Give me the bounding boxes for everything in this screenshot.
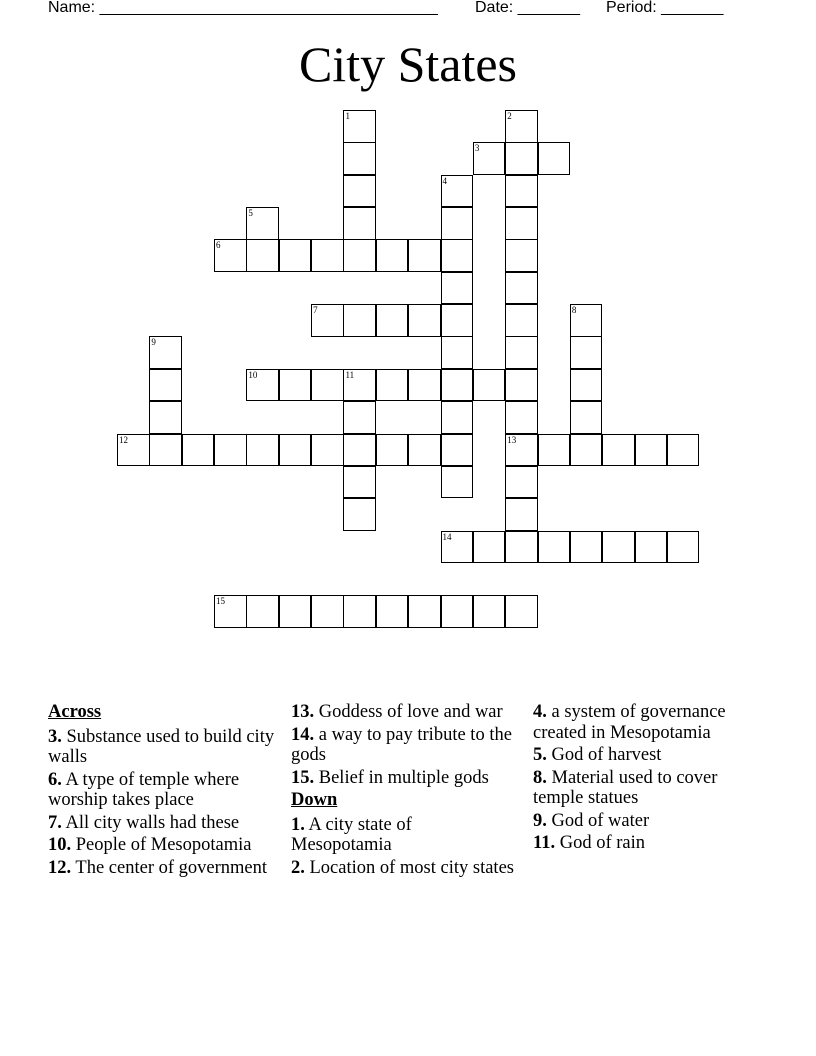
crossword-cell[interactable] xyxy=(149,369,182,402)
clue-number: 4 xyxy=(442,175,447,186)
clue-item-text: Material used to cover temple statues xyxy=(533,767,718,808)
clue-item xyxy=(533,811,763,832)
crossword-cell[interactable] xyxy=(505,110,538,143)
crossword-cell[interactable] xyxy=(408,434,441,467)
crossword-cell[interactable] xyxy=(441,466,474,499)
crossword-cell[interactable] xyxy=(441,595,474,628)
crossword-cell[interactable] xyxy=(635,531,668,564)
crossword-cell[interactable] xyxy=(538,531,571,564)
crossword-cell[interactable] xyxy=(570,434,603,467)
clue-item xyxy=(291,815,516,856)
crossword-cell[interactable] xyxy=(441,175,474,208)
crossword-cell[interactable] xyxy=(441,401,474,434)
across-clue-list-continued xyxy=(291,702,516,788)
clue-item-text: God of harvest xyxy=(551,745,662,765)
crossword-cell[interactable] xyxy=(505,498,538,531)
crossword-cell[interactable] xyxy=(570,336,603,369)
crossword-cell[interactable] xyxy=(246,239,279,272)
crossword-cell[interactable] xyxy=(343,595,376,628)
crossword-cell[interactable] xyxy=(441,272,474,305)
clue-item xyxy=(533,745,763,766)
crossword-cell[interactable] xyxy=(505,175,538,208)
clue-item-text: a system of governance created in Mesopotamia xyxy=(533,702,726,743)
crossword-cell[interactable] xyxy=(214,595,247,628)
clue-item-text: God of water xyxy=(551,810,650,831)
clue-item-number: 6. xyxy=(48,769,62,790)
crossword-cell[interactable] xyxy=(311,239,344,272)
crossword-cell[interactable] xyxy=(505,272,538,305)
crossword-cell[interactable] xyxy=(473,595,506,628)
clue-number: 2 xyxy=(507,111,512,121)
crossword-cell[interactable] xyxy=(343,175,376,208)
clue-item xyxy=(48,835,278,856)
crossword-cell[interactable] xyxy=(311,369,344,402)
crossword-cell[interactable] xyxy=(473,142,506,175)
crossword-cell[interactable] xyxy=(279,239,312,272)
crossword-cell[interactable] xyxy=(505,369,538,402)
crossword-cell[interactable] xyxy=(343,110,376,143)
crossword-cell[interactable] xyxy=(505,304,538,337)
clue-item-number: 9. xyxy=(533,810,547,831)
crossword-cell[interactable] xyxy=(149,434,182,467)
clue-item xyxy=(291,725,516,766)
crossword-cell[interactable] xyxy=(343,466,376,499)
clue-number: 8 xyxy=(571,305,577,316)
clue-number: 1 xyxy=(345,111,350,121)
crossword-cell[interactable] xyxy=(505,142,538,175)
clue-item-text: a way to pay tribute to the gods xyxy=(291,724,512,765)
crossword-cell[interactable] xyxy=(473,531,506,564)
crossword-cell[interactable] xyxy=(343,142,376,175)
crossword-cell[interactable] xyxy=(246,595,279,628)
page-title: City States xyxy=(298,36,518,92)
crossword-cell[interactable] xyxy=(441,369,474,402)
clue-item-number: 2. xyxy=(291,857,305,878)
clues-column-2 xyxy=(291,702,516,880)
clue-number: 15 xyxy=(216,596,226,607)
crossword-cell[interactable] xyxy=(117,434,150,467)
clue-item xyxy=(291,702,516,723)
clue-number: 10 xyxy=(248,369,258,380)
down-clue-list xyxy=(291,815,516,879)
clue-item-text: A city state of Mesopotamia xyxy=(291,814,412,855)
clue-item-number: 15. xyxy=(291,767,315,788)
clue-item xyxy=(533,833,763,854)
crossword-cell[interactable] xyxy=(279,369,312,402)
crossword-cell[interactable] xyxy=(538,142,571,175)
crossword-cell[interactable] xyxy=(441,336,474,369)
across-heading: Across xyxy=(48,702,102,722)
crossword-cell[interactable] xyxy=(376,239,409,272)
crossword-cell[interactable] xyxy=(602,434,635,467)
clue-item-number: 14. xyxy=(291,724,315,745)
clues-column-3 xyxy=(533,702,763,856)
clue-item-number: 3. xyxy=(48,726,62,747)
clue-number: 9 xyxy=(151,337,156,348)
crossword-cell[interactable] xyxy=(667,434,700,467)
down-heading: Down xyxy=(291,790,338,810)
clue-item-text: The center of government xyxy=(75,857,268,878)
clue-item-text: People of Mesopotamia xyxy=(75,835,252,855)
crossword-cell[interactable] xyxy=(505,434,538,467)
down-clue-list-continued xyxy=(533,702,763,854)
crossword-cell[interactable] xyxy=(343,434,376,467)
clue-number: 12 xyxy=(119,434,128,445)
crossword-cell[interactable] xyxy=(246,369,279,402)
crossword-cell[interactable] xyxy=(635,434,668,467)
crossword-cell[interactable] xyxy=(505,207,538,240)
clue-item-number: 13. xyxy=(291,702,315,722)
clue-number: 7 xyxy=(313,305,318,316)
crossword-cell[interactable] xyxy=(149,401,182,434)
clue-item-number: 7. xyxy=(48,812,62,833)
crossword-cell[interactable] xyxy=(408,369,441,402)
crossword-cell[interactable] xyxy=(570,304,603,337)
clue-item-number: 10. xyxy=(48,835,72,855)
clue-item xyxy=(291,858,516,879)
crossword-cell[interactable] xyxy=(246,434,279,467)
clue-item-text: Belief in multiple gods xyxy=(318,767,489,788)
period-field[interactable]: Period: _______ xyxy=(606,0,724,16)
clue-item xyxy=(291,768,516,789)
clue-number: 5 xyxy=(248,208,253,219)
clue-item xyxy=(533,768,763,809)
clue-item-text: God of rain xyxy=(559,833,646,853)
crossword-cell[interactable] xyxy=(408,239,441,272)
crossword-cell[interactable] xyxy=(441,207,474,240)
clue-item xyxy=(533,702,763,743)
crossword-cell[interactable] xyxy=(343,304,376,337)
clue-item-text: All city walls had these xyxy=(65,812,240,833)
crossword-cell[interactable] xyxy=(505,336,538,369)
clue-item-number: 12. xyxy=(48,857,72,878)
crossword-cell[interactable] xyxy=(279,434,312,467)
crossword-cell[interactable] xyxy=(505,239,538,272)
crossword-cell[interactable] xyxy=(505,466,538,499)
clues-column-1 xyxy=(48,702,278,880)
crossword-cell[interactable] xyxy=(376,304,409,337)
crossword-cell[interactable] xyxy=(343,498,376,531)
crossword-cell[interactable] xyxy=(311,304,344,337)
clue-item-text: Goddess of love and war xyxy=(318,702,503,722)
crossword-cell[interactable] xyxy=(602,531,635,564)
crossword-cell[interactable] xyxy=(441,239,474,272)
crossword-cell[interactable] xyxy=(376,434,409,467)
clue-number: 14 xyxy=(442,531,452,542)
crossword-cell[interactable] xyxy=(441,434,474,467)
clue-item xyxy=(48,813,278,834)
clue-item xyxy=(48,727,278,768)
crossword-cell[interactable] xyxy=(246,207,279,240)
clue-item-number: 11. xyxy=(533,833,556,853)
crossword-cell[interactable] xyxy=(570,531,603,564)
crossword-cell[interactable] xyxy=(149,336,182,369)
clue-number: 3 xyxy=(474,143,480,154)
crossword-cell[interactable] xyxy=(570,401,603,434)
clue-item xyxy=(48,858,278,879)
crossword-cell[interactable] xyxy=(408,304,441,337)
clue-item-number: 8. xyxy=(533,767,547,788)
crossword-cell[interactable] xyxy=(311,595,344,628)
clue-number: 13 xyxy=(507,434,517,445)
clue-item-number: 1. xyxy=(291,814,305,835)
across-clue-list xyxy=(48,727,278,879)
crossword-cell[interactable] xyxy=(343,401,376,434)
crossword-cell[interactable] xyxy=(505,595,538,628)
clue-item-text: Location of most city states xyxy=(309,857,514,878)
clue-item-text: Substance used to build city walls xyxy=(48,726,275,767)
crossword-cell[interactable] xyxy=(214,434,247,467)
crossword-cell[interactable] xyxy=(505,401,538,434)
crossword-cell[interactable] xyxy=(667,531,700,564)
crossword-cell[interactable] xyxy=(570,369,603,402)
crossword-cell[interactable] xyxy=(182,434,215,467)
crossword-cell[interactable] xyxy=(279,595,312,628)
crossword-cell[interactable] xyxy=(473,369,506,402)
clue-number: 6 xyxy=(216,240,221,251)
name-field[interactable]: Name: ______________________________________ xyxy=(48,0,438,16)
crossword-cell[interactable] xyxy=(343,239,376,272)
clue-item-text: A type of temple where worship takes place xyxy=(48,769,240,810)
date-field[interactable]: Date: _______ xyxy=(475,0,580,16)
crossword-cell[interactable] xyxy=(408,595,441,628)
crossword-cell[interactable] xyxy=(376,369,409,402)
crossword-cell[interactable] xyxy=(343,207,376,240)
clue-item-number: 4. xyxy=(533,702,547,722)
crossword-cell[interactable] xyxy=(441,304,474,337)
crossword-cell[interactable] xyxy=(441,531,474,564)
crossword-cell[interactable] xyxy=(505,531,538,564)
crossword-cell[interactable] xyxy=(343,369,376,402)
crossword-cell[interactable] xyxy=(214,239,247,272)
clue-number: 11 xyxy=(345,369,355,380)
clue-item-number: 5. xyxy=(533,745,547,765)
crossword-cell[interactable] xyxy=(311,434,344,467)
crossword-cell[interactable] xyxy=(538,434,571,467)
crossword-cell[interactable] xyxy=(376,595,409,628)
clue-item xyxy=(48,770,278,811)
